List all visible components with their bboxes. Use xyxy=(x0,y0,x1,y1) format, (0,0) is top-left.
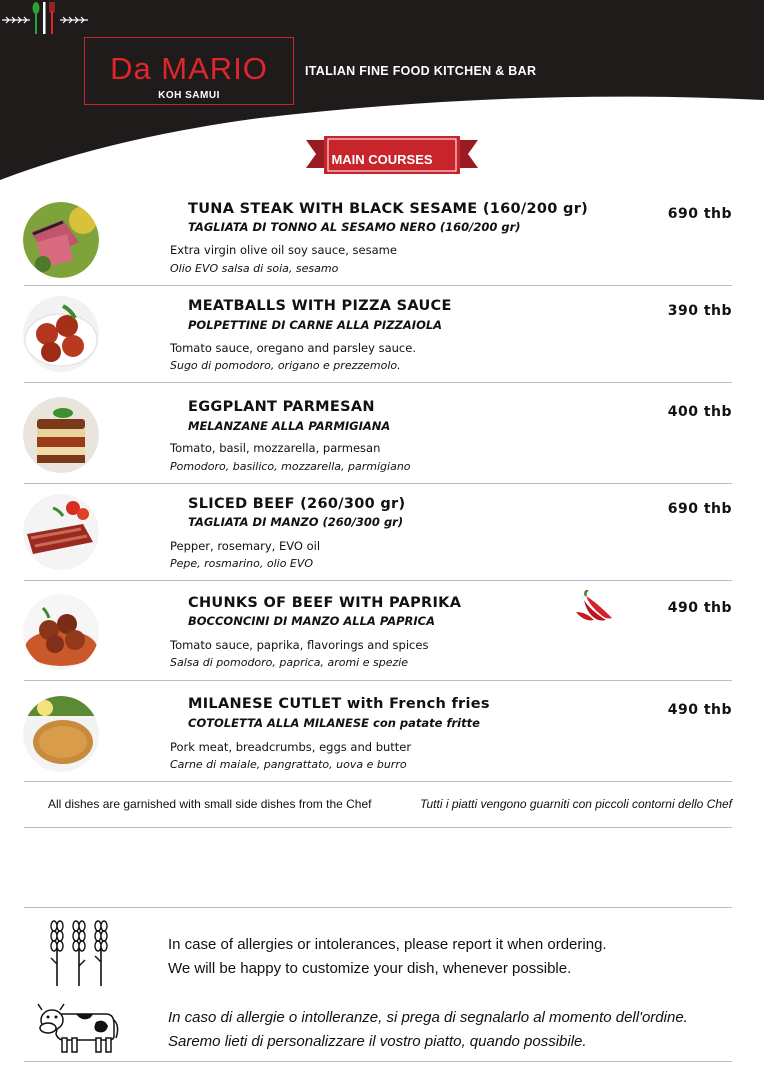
dish-description-italian: Pomodoro, basilico, mozzarella, parmigiano xyxy=(170,460,411,473)
logo-location: KOH SAMUI xyxy=(158,90,220,101)
divider xyxy=(24,483,732,484)
garnish-note-italian: Tutti i piatti vengono guarniti con piccoli contorni dello Chef xyxy=(420,797,732,811)
allergy-notice xyxy=(168,933,607,981)
logo-name: Da MARIO xyxy=(110,51,268,86)
dish-price: 490 thb xyxy=(667,702,732,718)
dish-name: CHUNKS OF BEEF WITH PAPRIKA xyxy=(188,595,462,611)
divider xyxy=(24,680,732,681)
dish-name: MEATBALLS WITH PIZZA SAUCE xyxy=(188,298,452,314)
cow-icon xyxy=(36,996,120,1056)
dish-name-italian-main: COTOLETTA ALLA MILANESE xyxy=(188,716,370,730)
logo xyxy=(84,37,294,105)
beef-chunks-photo xyxy=(23,594,99,670)
eggplant-parmesan-photo xyxy=(23,397,99,473)
garnish-note: All dishes are garnished with small side dishes from the Chef xyxy=(48,797,372,811)
allergy-line-italian: Saremo lieti di personalizzare il vostro piatto, quando possibile. xyxy=(168,1033,587,1050)
section-title: MAIN COURSES xyxy=(331,152,433,167)
meatballs-photo xyxy=(23,296,99,372)
dish-name-italian: BOCCONCINI DI MANZO ALLA PAPRICA xyxy=(188,614,435,628)
dish-price: 490 thb xyxy=(667,600,732,616)
dish-description-italian: Pepe, rosmarino, olio EVO xyxy=(170,557,314,570)
dish-description: Pork meat, breadcrumbs, eggs and butter xyxy=(170,740,412,754)
dish-price: 690 thb xyxy=(667,501,732,517)
allergy-notice-italian xyxy=(168,1006,688,1054)
divider xyxy=(24,1061,732,1062)
cutlery-wheat-icon xyxy=(0,0,90,36)
dish-name-side: with French fries xyxy=(341,696,490,712)
dish-description: Tomato sauce, paprika, flavorings and spices xyxy=(170,638,429,652)
divider xyxy=(24,907,732,908)
dish-name-italian: POLPETTINE DI CARNE ALLA PIZZAIOLA xyxy=(188,318,443,332)
dish-description: Pepper, rosemary, EVO oil xyxy=(170,539,321,553)
divider xyxy=(24,827,732,828)
divider xyxy=(24,382,732,383)
dish-description: Tomato sauce, oregano and parsley sauce. xyxy=(170,341,416,355)
dish-price: 400 thb xyxy=(667,404,732,420)
milanese-cutlet-photo xyxy=(23,696,99,772)
dish-name-italian xyxy=(188,716,480,730)
chili-pepper-icon xyxy=(572,590,616,626)
allergy-line: We will be happy to customize your dish, whenever possible. xyxy=(168,960,572,977)
dish-price: 690 thb xyxy=(667,206,732,222)
dish-name: TUNA STEAK WITH BLACK SESAME (160/200 gr) xyxy=(188,201,589,217)
dish-name xyxy=(188,696,490,712)
tuna-steak-photo xyxy=(23,202,99,278)
divider xyxy=(24,580,732,581)
divider xyxy=(24,781,732,782)
divider xyxy=(24,285,732,286)
dish-name-main: MILANESE CUTLET xyxy=(188,696,342,712)
dish-description-italian: Olio EVO salsa di soia, sesamo xyxy=(170,262,339,275)
dish-name-italian: MELANZANE ALLA PARMIGIANA xyxy=(188,419,391,433)
dish-description-italian: Carne di maiale, pangrattato, uova e burro xyxy=(170,758,407,771)
dish-description-italian: Salsa di pomodoro, paprica, aromi e spezie xyxy=(170,656,409,669)
allergy-line: In case of allergies or intolerances, please report it when ordering. xyxy=(168,936,607,953)
tagline: ITALIAN FINE FOOD KITCHEN & BAR xyxy=(305,64,537,78)
dish-name: EGGPLANT PARMESAN xyxy=(188,399,375,415)
dish-name-italian-side: con patate fritte xyxy=(369,716,480,730)
dish-name-italian: TAGLIATA DI TONNO AL SESAMO NERO (160/200 gr) xyxy=(188,220,521,234)
sliced-beef-photo xyxy=(23,494,99,570)
dish-name-italian: TAGLIATA DI MANZO (260/300 gr) xyxy=(188,515,404,529)
dish-price: 390 thb xyxy=(667,303,732,319)
dish-description: Extra virgin olive oil soy sauce, sesame xyxy=(170,243,397,257)
allergy-line-italian: In caso di allergie o intolleranze, si prega di segnalarlo al momento dell'ordine. xyxy=(168,1009,688,1026)
wheat-icon xyxy=(46,914,112,990)
dish-name: SLICED BEEF (260/300 gr) xyxy=(188,496,406,512)
dish-description: Tomato, basil, mozzarella, parmesan xyxy=(170,441,381,455)
dish-description-italian: Sugo di pomodoro, origano e prezzemolo. xyxy=(170,359,401,372)
